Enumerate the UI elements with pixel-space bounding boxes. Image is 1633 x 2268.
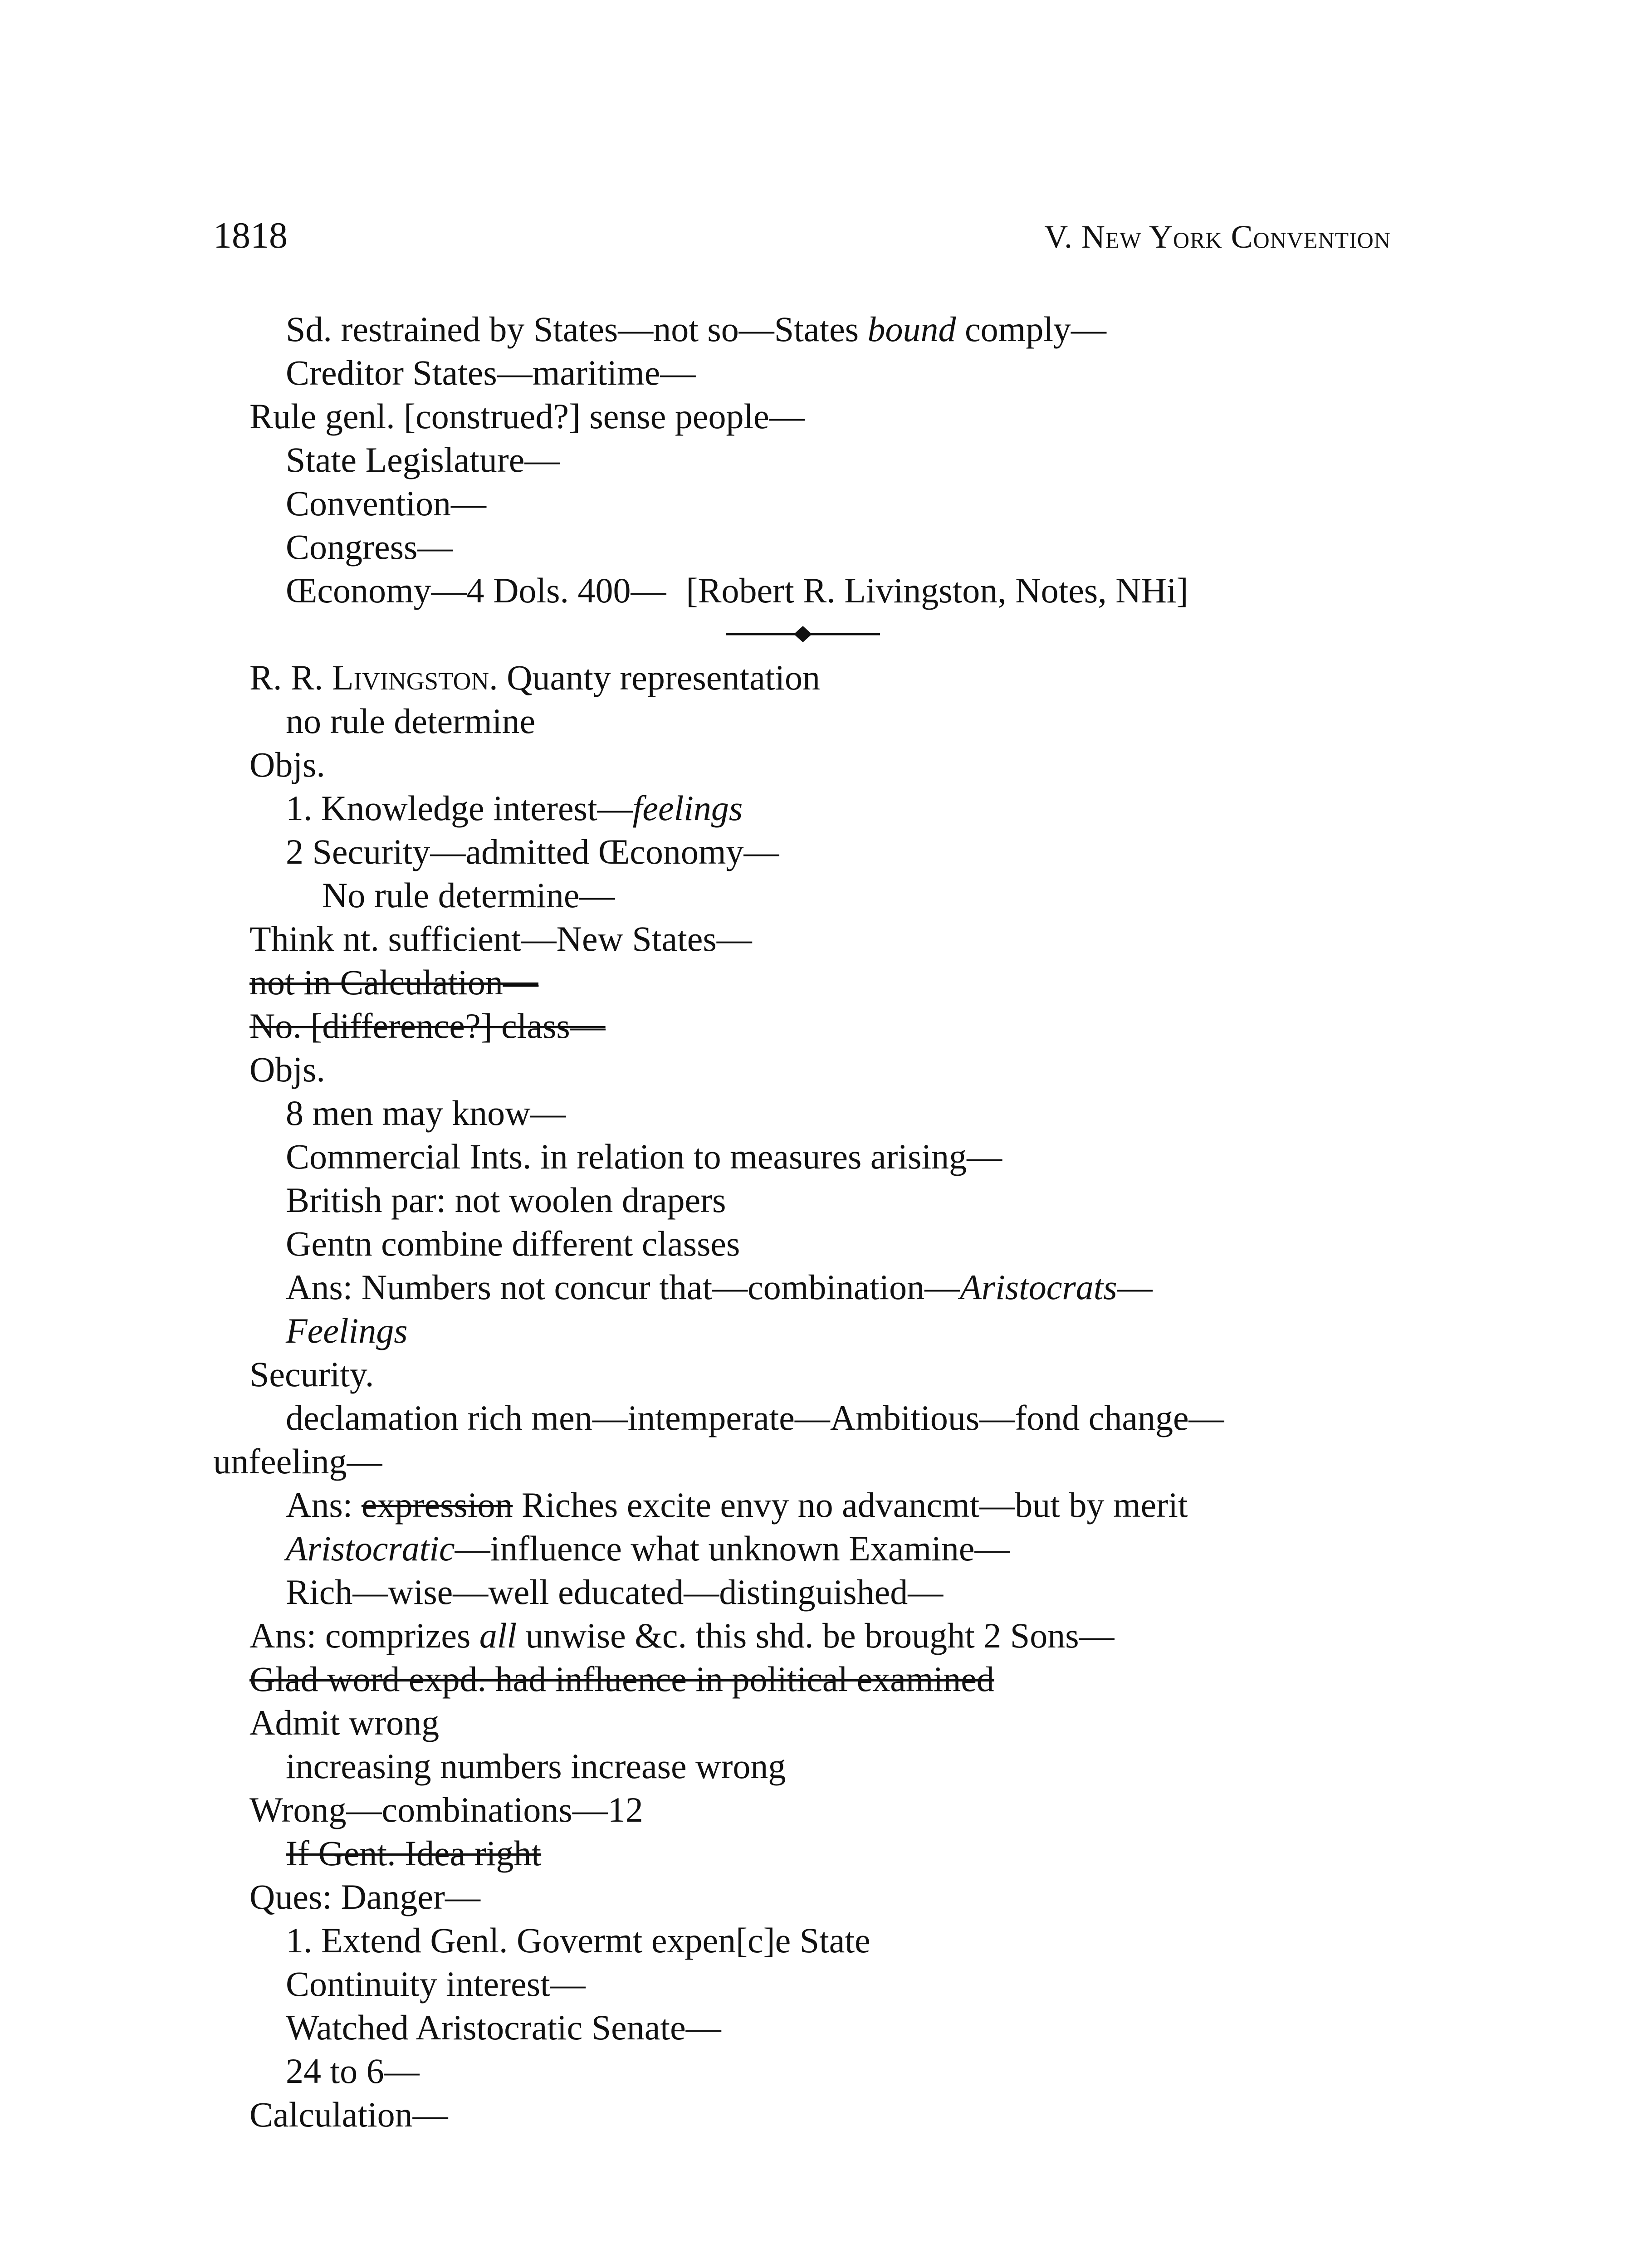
- running-head: V. New York Convention: [1044, 219, 1391, 255]
- text-line: [213, 1832, 1402, 1875]
- section-divider: [213, 612, 1402, 656]
- text-span: Œconomy—4 Dols. 400—: [286, 571, 666, 610]
- text-line: Ques: Danger—: [249, 1877, 481, 1916]
- text-line: declamation rich men—intemperate—Ambitious—fond change—: [286, 1398, 1224, 1437]
- text-line: Convention—: [286, 484, 486, 523]
- text-line: No rule determine—: [322, 875, 615, 915]
- diamond-rule-icon: [726, 625, 880, 643]
- text-line: State Legislature—: [286, 440, 560, 479]
- text-line: [213, 1657, 1402, 1701]
- text-span: —: [1117, 1267, 1153, 1307]
- text-line: Objs.: [249, 1050, 325, 1089]
- text-line: Rule genl. [construed?] sense people—: [249, 396, 805, 436]
- text-line: Watched Aristocratic Senate—: [286, 2008, 721, 2047]
- page-body: [213, 308, 1402, 2136]
- text-line: Congress—: [286, 527, 453, 567]
- text-span: comply—: [956, 309, 1107, 349]
- text-span: Ans:: [286, 1485, 362, 1525]
- text-line: [213, 1527, 1402, 1570]
- struck-text: No. [difference?] class—: [249, 1006, 606, 1046]
- text-span: Sd. restrained by States—not so—States: [286, 309, 868, 349]
- text-line: [213, 1004, 1402, 1048]
- page-number: 1818: [213, 215, 288, 256]
- text-line: [213, 961, 1402, 1004]
- struck-text: not in Calculation—: [249, 963, 538, 1002]
- text-line: 2 Security—admitted Œconomy—: [286, 832, 779, 871]
- text-line: Calculation—: [249, 2095, 448, 2134]
- text-span: Quanty representation: [498, 658, 821, 697]
- text-line: unfeeling—: [213, 1442, 382, 1481]
- text-line: 8 men may know—: [286, 1093, 566, 1133]
- text-span: unwise &c. this shd. be brought 2 Sons—: [517, 1616, 1115, 1655]
- text-line: [213, 308, 1402, 351]
- text-line: [213, 1266, 1402, 1309]
- text-line: [213, 569, 1402, 612]
- text-line: [213, 1309, 1402, 1353]
- speaker-name: R. R. Livingston.: [249, 658, 498, 697]
- text-line: British par: not woolen drapers: [286, 1180, 726, 1220]
- text-line: Continuity interest—: [286, 1964, 586, 2004]
- struck-text: Glad word expd. had influence in political examined: [249, 1659, 994, 1699]
- italic-span: bound: [867, 309, 956, 349]
- text-span: Ans: Numbers not concur that—combination—: [286, 1267, 960, 1307]
- struck-text: expression: [361, 1485, 513, 1525]
- text-line: Objs.: [249, 745, 325, 784]
- text-span: —influence what unknown Examine—: [455, 1529, 1010, 1568]
- text-line: Admit wrong: [249, 1703, 440, 1742]
- text-line: Think nt. sufficient—New States—: [249, 919, 752, 958]
- source-citation: [Robert R. Livingston, Notes, NHi]: [686, 571, 1188, 610]
- struck-text: If Gent. Idea right: [286, 1833, 542, 1873]
- text-span: Riches excite envy no advancmt—but by merit: [513, 1485, 1188, 1525]
- italic-span: all: [479, 1616, 517, 1655]
- text-line: 24 to 6—: [286, 2051, 420, 2091]
- italic-span: Aristocratic: [286, 1529, 455, 1568]
- italic-span: feelings: [632, 788, 743, 828]
- text-line: Rich—wise—well educated—distinguished—: [286, 1572, 944, 1612]
- text-line: [213, 1483, 1402, 1527]
- italic-span: Feelings: [286, 1311, 408, 1350]
- text-line: Wrong—combinations—12: [249, 1790, 643, 1829]
- text-line: [213, 656, 1402, 699]
- text-line: Commercial Ints. in relation to measures arising—: [286, 1137, 1002, 1176]
- text-line: no rule determine: [286, 701, 536, 741]
- text-line: [213, 787, 1402, 830]
- text-line: increasing numbers increase wrong: [286, 1746, 786, 1786]
- text-line: Security.: [249, 1354, 374, 1394]
- text-line: [213, 1614, 1402, 1657]
- text-span: 1. Knowledge interest—: [286, 788, 633, 828]
- text-span: Ans: comprizes: [249, 1616, 479, 1655]
- text-line: 1. Extend Genl. Govermt expen[c]e State: [286, 1921, 870, 1960]
- italic-span: Aristocrats: [960, 1267, 1117, 1307]
- text-line: Gentn combine different classes: [286, 1224, 740, 1263]
- text-line: Creditor States—maritime—: [286, 353, 696, 392]
